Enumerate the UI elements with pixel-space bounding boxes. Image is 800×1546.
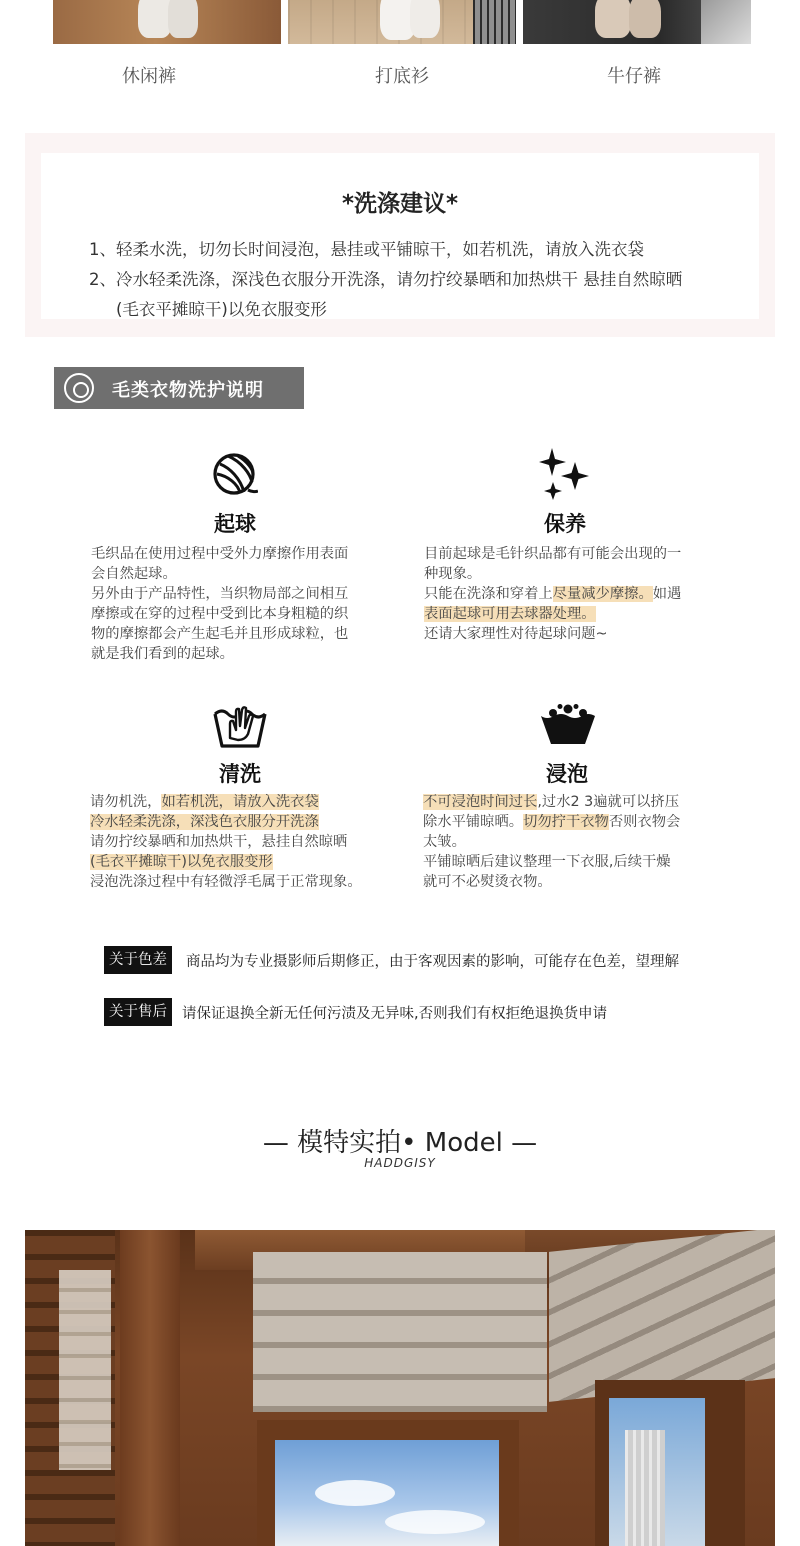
soaking-text-line [423, 812, 680, 832]
thumbnail-image-casual-pants[interactable] [53, 0, 281, 44]
soaking-text-line: 平铺晾晒后建议整理一下衣服,后续干燥 [423, 854, 671, 870]
washing-advice-line-1: 1、轻柔水洗，切勿长时间浸泡，悬挂或平铺晾干，如若机洗，请放入洗衣袋 [89, 240, 644, 259]
pilling-text-line: 毛织品在使用过程中受外力摩擦作用表面 [91, 546, 349, 562]
soak-basin-icon [539, 704, 597, 746]
notice-color-badge: 关于色差 [104, 946, 172, 974]
notice-after-sales-text: 请保证退换全新无任何污渍及无异味,否则我们有权拒绝退换货申请 [182, 1006, 608, 1022]
care-card-soaking-body [423, 792, 680, 892]
thumbnail-label-jeans: 牛仔裤 [607, 66, 661, 87]
washing-highlight: 冷水轻柔洗涤，深浅色衣服分开洗涤 [90, 814, 319, 830]
pilling-text-line: 会自然起球。 [91, 566, 177, 582]
notice-after-sales-badge: 关于售后 [104, 998, 172, 1026]
yarn-ball-icon [212, 452, 258, 498]
maintenance-highlight: 尽量减少摩擦。 [552, 586, 653, 602]
soaking-text: 否则衣物会 [608, 814, 681, 830]
wool-care-banner [54, 367, 304, 409]
washing-advice-title: *洗涤建议* [341, 191, 459, 217]
care-card-maintenance-title: 保养 [544, 512, 586, 536]
care-card-pilling-title: 起球 [214, 512, 256, 536]
washing-text-line: 浸泡洗涤过程中有轻微浮毛属于正常现象。 [90, 874, 362, 890]
washing-advice-line-3: (毛衣平摊晾干)以免衣服变形 [116, 300, 327, 319]
soaking-text: 除水平铺晾晒。 [423, 814, 524, 830]
notice-color-text: 商品均为专业摄影师后期修正，由于客观因素的影响，可能存在色差，望理解 [186, 954, 679, 970]
maintenance-text: 只能在洗涤和穿着上 [424, 586, 553, 602]
care-card-washing-body [90, 792, 362, 892]
thumbnail-label-base-shirt: 打底衫 [375, 66, 429, 87]
washing-text-line [90, 792, 362, 812]
soaking-text-line: 太皱。 [423, 834, 466, 850]
sparkle-icon [539, 448, 591, 502]
washing-highlight: 如若机洗，请放入洗衣袋 [161, 794, 319, 810]
washing-advice-panel [25, 133, 775, 337]
soaking-highlight: 不可浸泡时间过长 [423, 794, 538, 810]
wool-care-icon [64, 373, 94, 403]
thumbnail-image-jeans[interactable] [523, 0, 751, 44]
washing-text-line: 请勿拧绞暴晒和加热烘干，悬挂自然晾晒 [90, 834, 348, 850]
washing-advice-card [41, 153, 759, 319]
maintenance-text-line: 种现象。 [424, 566, 482, 582]
washing-text-line [90, 812, 362, 832]
washing-advice-line-2: 2、冷水轻柔洗涤，深浅色衣服分开洗涤，请勿拧绞暴晒和加热烘干 悬挂自然晾晒 [89, 270, 683, 289]
soaking-highlight: 切勿拧干衣物 [523, 814, 609, 830]
maintenance-text-line: 还请大家理性对待起球问题~ [424, 626, 608, 642]
washing-highlight: (毛衣平摊晾干)以免衣服变形 [90, 854, 273, 870]
pilling-text-line: 物的摩擦都会产生起毛并且形成球粒，也 [91, 626, 349, 642]
soaking-text-line [423, 792, 680, 812]
care-card-pilling-body [91, 544, 348, 664]
thumbnail-label-casual-pants: 休闲裤 [122, 66, 176, 87]
product-thumbnails [0, 0, 800, 100]
model-section-subtitle: HADDGISY [364, 1156, 436, 1170]
soaking-text: ,过水2 3遍就可以挤压 [537, 794, 680, 810]
care-card-soaking-title: 浸泡 [546, 762, 588, 786]
washing-text-line [90, 852, 362, 872]
maintenance-highlight: 表面起球可用去球器处理。 [424, 606, 596, 622]
soaking-text-line: 就可不必熨烫衣物。 [423, 874, 552, 890]
wool-care-banner-title: 毛类衣物洗护说明 [112, 380, 264, 401]
thumbnail-image-base-shirt[interactable] [288, 0, 516, 44]
model-section-title: — 模特实拍• Model — [262, 1128, 538, 1158]
care-card-washing-title: 清洗 [219, 762, 261, 786]
maintenance-text-line [424, 604, 681, 624]
maintenance-text: 如遇 [652, 586, 682, 602]
washing-text: 请勿机洗， [90, 794, 162, 810]
maintenance-text-line: 目前起球是毛针织品都有可能会出现的一 [424, 546, 682, 562]
maintenance-text-line [424, 584, 681, 604]
care-card-maintenance-body [424, 544, 681, 644]
pilling-text-line: 另外由于产品特性，当织物局部之间相互 [91, 586, 349, 602]
pilling-text-line: 就是我们看到的起球。 [91, 646, 234, 662]
model-photo[interactable] [25, 1230, 775, 1546]
hand-wash-icon [212, 700, 268, 750]
pilling-text-line: 摩擦或在穿的过程中受到比本身粗糙的织 [91, 606, 349, 622]
